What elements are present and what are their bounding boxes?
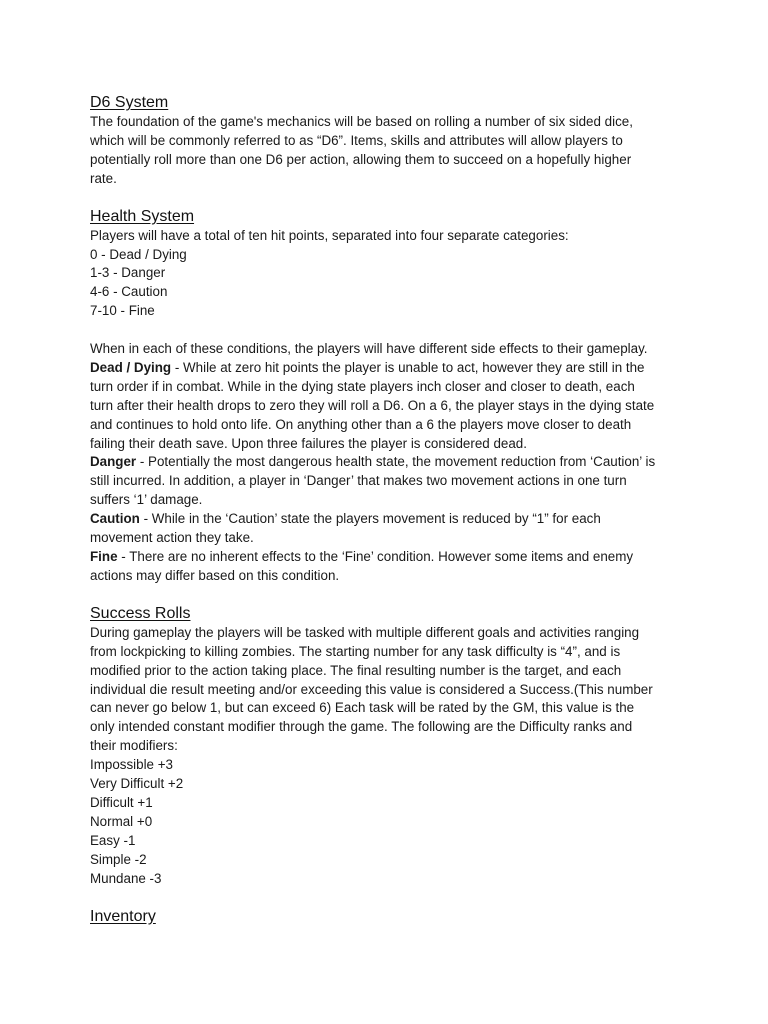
health-categories-list — [90, 246, 690, 322]
document-page — [90, 93, 690, 927]
danger-definition — [90, 453, 690, 472]
list-item: Simple -2 — [90, 851, 147, 867]
paragraph-line: potentially roll more than one D6 per action, allowing them to succeed on a hopefully higher — [90, 151, 632, 167]
paragraph-line: Players will have a total of ten hit points, separated into four separate categories: — [90, 227, 569, 243]
dead-dying-term: Dead / Dying — [90, 359, 172, 375]
paragraph-line: turn order if in combat. While in the dying state players inch closer and closer to death, each — [90, 378, 635, 394]
fine-definition — [90, 548, 690, 567]
paragraph-line: individual die result meeting and/or exceeding this value is considered a Success.(This number — [90, 681, 653, 697]
health-system-heading: Health System — [90, 207, 195, 225]
success-rolls-heading: Success Rolls — [90, 604, 191, 622]
paragraph-line: still incurred. In addition, a player in ‘Danger’ that makes two movement actions in one turn — [90, 473, 627, 489]
danger-term: Danger — [90, 454, 137, 470]
paragraph-line: turn after their health drops to zero they will roll a D6. On a 6, the player stays in the dying state — [90, 397, 655, 413]
list-item: 0 - Dead / Dying — [90, 246, 187, 262]
paragraph-line: movement action they take. — [90, 530, 254, 546]
paragraph-line: failing their death save. Upon three failures the player is considered dead. — [90, 435, 527, 451]
health-effects-paragraph — [90, 340, 690, 586]
list-item: Normal +0 — [90, 813, 153, 829]
health-intro — [90, 227, 690, 246]
dead-dying-definition — [90, 359, 690, 378]
definition-text: - While in the ‘Caution’ state the players movement is reduced by “1” for each — [139, 511, 601, 527]
paragraph-line: actions may differ based on this condition. — [90, 567, 340, 583]
caution-definition — [90, 510, 690, 529]
definition-text: - There are no inherent effects to the ‘Fine’ condition. However some items and enemy — [117, 549, 634, 565]
fine-term: Fine — [90, 549, 118, 565]
paragraph-line: from lockpicking to killing zombies. The starting number for any task difficulty is “4”, and is — [90, 643, 621, 659]
caution-term: Caution — [90, 511, 140, 527]
paragraph-line: suffers ‘1’ damage. — [90, 492, 203, 508]
inventory-heading: Inventory — [90, 907, 156, 925]
paragraph-line: can never go below 1, but can exceed 6) Each task will be rated by the GM, this value is the — [90, 700, 635, 716]
definition-text: - While at zero hit points the player is unable to act, however they are still in the — [171, 359, 645, 375]
difficulty-ranks-list — [90, 756, 690, 888]
paragraph-line: During gameplay the players will be tasked with multiple different goals and activities ranging — [90, 624, 640, 640]
paragraph-line: and continues to hold onto life. On anything other than a 6 the players move closer to death — [90, 416, 632, 432]
list-item: Difficult +1 — [90, 794, 153, 810]
definition-text: - Potentially the most dangerous health state, the movement reduction from ‘Caution’ is — [136, 454, 656, 470]
list-item: Very Difficult +2 — [90, 776, 184, 792]
paragraph-line: rate. — [90, 170, 117, 186]
success-rolls-paragraph — [90, 624, 690, 756]
list-item: Easy -1 — [90, 832, 136, 848]
list-item: Impossible +3 — [90, 757, 173, 773]
paragraph-line: modified prior to the action taking place. The final resulting number is the target, and each — [90, 662, 622, 678]
paragraph-line: The foundation of the game's mechanics will be based on rolling a number of six sided dice, — [90, 114, 633, 129]
paragraph-line: When in each of these conditions, the players will have different side effects to their gameplay. — [90, 341, 648, 357]
paragraph-line: their modifiers: — [90, 738, 178, 754]
paragraph-line: which will be commonly referred to as “D6”. Items, skills and attributes will allow players to — [90, 132, 623, 148]
list-item: 1-3 - Danger — [90, 265, 166, 281]
d6-system-heading: D6 System — [90, 94, 169, 111]
list-item: Mundane -3 — [90, 870, 162, 886]
list-item: 4-6 - Caution — [90, 284, 168, 300]
list-item: 7-10 - Fine — [90, 303, 155, 319]
d6-system-paragraph — [90, 113, 690, 189]
paragraph-line: only intended constant modifier through the game. The following are the Difficulty ranks and — [90, 719, 633, 735]
